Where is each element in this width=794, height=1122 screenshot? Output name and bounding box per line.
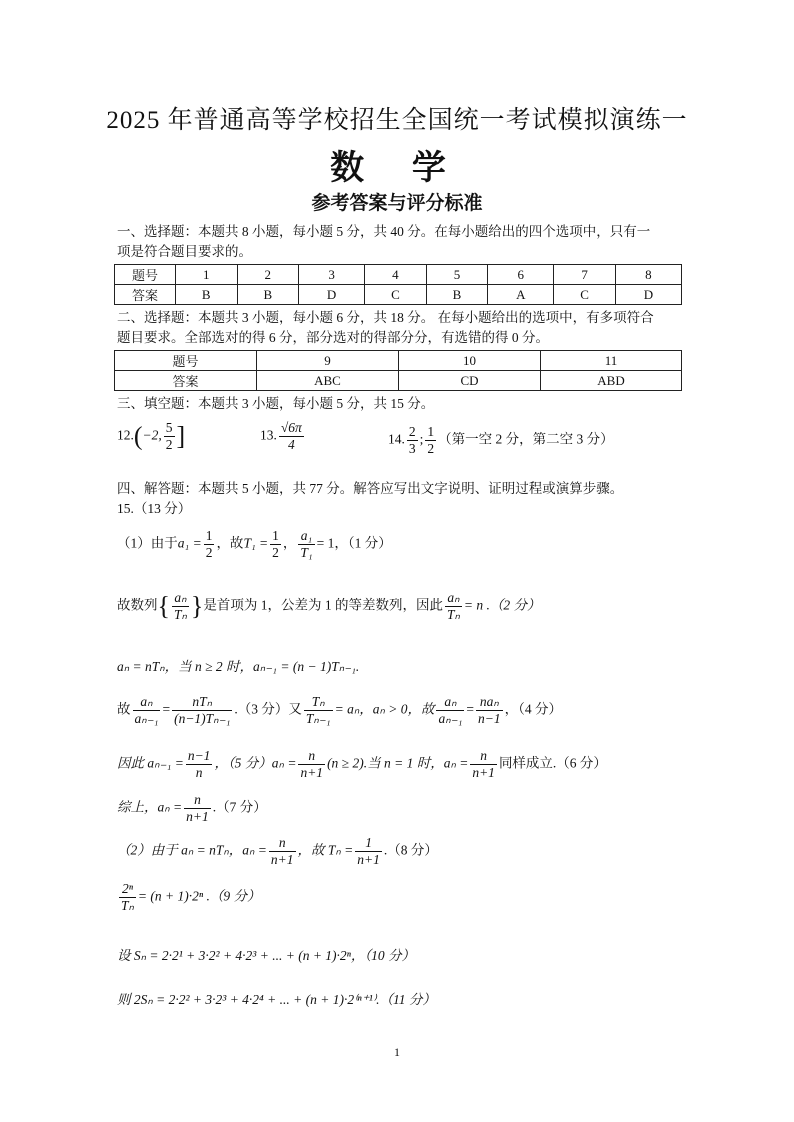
table-cell: 7	[554, 265, 616, 285]
subject-title: 数 学	[330, 148, 464, 188]
table-cell: 3	[299, 265, 365, 285]
solution-line-8: $\frac{\text{2ⁿ}}{\text{Tₙ}}$ = (n + 1)·2ⁿ .（9 分）	[121, 881, 261, 913]
table-cell: ABD	[541, 371, 682, 391]
table-cell: 6	[488, 265, 554, 285]
part2-intro-line1: 二、选择题：本题共 3 小题，每小题 6 分，共 18 分。 在每小题给出的选项中，有多项符合	[117, 310, 654, 325]
solution-line-3: aₙ = nTₙ，当 n ≥ 2 时，aₙ₋₁ = (n − 1)Tₙ₋₁.	[117, 659, 360, 674]
q12-fraction: $\frac{5}{2}$	[165, 420, 173, 452]
q14-fraction-2: $\frac{1}{2}$	[427, 424, 435, 456]
solution-line-2: 故数列{ $\frac{\text{aₙ}}{\text{Tₙ}}$ }是首项为 1，公差为 1 的等差数列，因此 $\frac{\text{aₙ}}{\text{Tₙ}}$ = n .（2 分）	[117, 590, 541, 622]
table-cell: C	[554, 285, 616, 305]
table-row	[115, 285, 682, 305]
table-header-cell: 题号	[115, 351, 257, 371]
q15-heading: 15.（13 分）	[117, 501, 192, 516]
table-cell: 10	[399, 351, 541, 371]
q12-left-bracket: (	[133, 421, 143, 451]
q12-label: 12.	[117, 427, 134, 443]
q14-label: 14.	[388, 431, 405, 447]
table-cell: B	[176, 285, 238, 305]
table-cell: B	[237, 285, 299, 305]
exam-title: 2025 年普通高等学校招生全国统一考试模拟演练一	[106, 107, 688, 134]
solution-line-1: （1）由于a₁ = $\frac{1}{2}$ ，故T₁ = $\frac{1}{2}$ ， $\frac{\text{a₁}}{\text{T₁}}$ = 1，（1 分）	[117, 528, 392, 560]
q14-answer: 14. $\frac{2}{3}$ ; $\frac{1}{2}$ （第一空 2 分，第二空 3 分）	[388, 424, 614, 456]
part4-intro: 四、解答题：本题共 5 小题，共 77 分。解答应写出文字说明、证明过程或演算步骤。	[117, 481, 624, 496]
table-cell: 11	[541, 351, 682, 371]
table-cell: 4	[365, 265, 427, 285]
page-number: 1	[394, 1045, 400, 1059]
part1-intro-line2: 项是符合题目要求的。	[117, 244, 252, 259]
q13-label: 13.	[260, 427, 277, 443]
q12-right-bracket: ]	[176, 421, 186, 451]
part2-answer-table	[114, 350, 682, 391]
table-cell: 9	[257, 351, 399, 371]
table-cell: D	[299, 285, 365, 305]
q13-fraction: $\frac{√6\pi}{4}$	[280, 420, 302, 452]
part2-intro-line2: 题目要求。全部选对的得 6 分，部分选对的得部分分，有选错的得 0 分。	[117, 330, 549, 345]
table-cell: 2	[237, 265, 299, 285]
table-cell: 8	[615, 265, 681, 285]
solution-line-6: 综上，aₙ = $\frac{n}{n+1}$ .（7 分）	[117, 792, 267, 824]
table-row	[115, 371, 682, 391]
solution-line-7: （2）由于 aₙ = nTₙ，aₙ = $\frac{n}{n+1}$ ，故 Tₙ = $\frac{1}{n+1}$ .（8 分）	[117, 835, 438, 867]
table-header-cell: 答案	[115, 371, 257, 391]
q12-answer	[117, 420, 185, 453]
table-row	[115, 351, 682, 371]
q13-answer	[260, 420, 306, 453]
table-cell: 5	[426, 265, 488, 285]
table-cell: D	[615, 285, 681, 305]
table-cell: C	[365, 285, 427, 305]
answer-key-subtitle: 参考答案与评分标准	[311, 192, 483, 214]
solution-line-5: 因此 aₙ₋₁ = $\frac{n-1}{n}$ ，（5 分）aₙ = $\frac{n}{n+1}$ (n ≥ 2).当 n = 1 时，aₙ = $\frac{n}{n+1}$ 同样成立.（6 分）	[117, 748, 607, 780]
table-cell: ABC	[257, 371, 399, 391]
solution-line-4: 故 $\frac{\text{aₙ}}{\text{aₙ₋₁}}$ = $\frac{\text{nTₙ}}{\text{(n−1)Tₙ₋₁}}$ .（3 分）又 $\frac{\text{Tₙ}}{\text{Tₙ₋₁}}$ = aₙ，aₙ > 0，故 $\frac{\text{aₙ}}{\text{aₙ₋₁}}$ = $\frac{\text{naₙ}}{n-1}$ ，（4 分）	[117, 694, 563, 726]
table-cell: CD	[399, 371, 541, 391]
solution-line-9: 设 Sₙ = 2·2¹ + 3·2² + 4·2³ + ... + (n + 1)·2ⁿ，（10 分）	[117, 948, 416, 963]
table-header-cell: 题号	[115, 265, 176, 285]
q14-note: （第一空 2 分，第二空 3 分）	[438, 431, 614, 447]
solution-line-10: 则 2Sₙ = 2·2² + 3·2³ + 4·2⁴ + ... + (n + 1)·2⁽ⁿ⁺¹⁾.（11 分）	[117, 992, 436, 1007]
q14-fraction-1: $\frac{2}{3}$	[408, 424, 416, 456]
table-header-cell: 答案	[115, 285, 176, 305]
part1-intro-line1: 一、选择题：本题共 8 小题，每小题 5 分，共 40 分。在每小题给出的四个选项中，只有一	[117, 224, 651, 239]
table-cell: B	[426, 285, 488, 305]
q12-text: −2,	[142, 427, 162, 443]
part1-answer-table	[114, 264, 682, 305]
part3-intro: 三、填空题：本题共 3 小题，每小题 5 分，共 15 分。	[117, 396, 435, 411]
table-row	[115, 265, 682, 285]
table-cell: A	[488, 285, 554, 305]
table-cell: 1	[176, 265, 238, 285]
